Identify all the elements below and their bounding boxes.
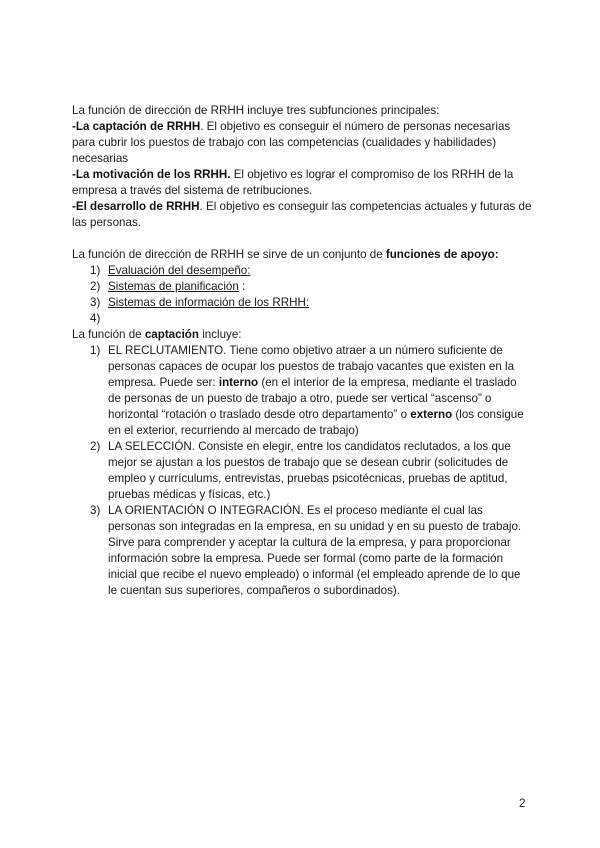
intro-item-captacion [72, 119, 532, 167]
reclutamiento-text-d: (los consigue en el exterior, recurriendo al mercado de trabajo) [108, 408, 524, 437]
list-number: 2) [90, 280, 101, 293]
list-number: 2) [90, 440, 101, 453]
list-item-text: Evaluación del desempeño: [108, 264, 251, 277]
intro-item-text: El objetivo es lograr el compromiso de los RRHH de la empresa a través del sistema de retribuciones. [72, 168, 514, 197]
list-item-text: Sistemas de información de los RRHH: [108, 296, 310, 309]
reclutamiento-text-c: (en el interior de la empresa, mediante el traslado de personas de un puesto de trabajo a otro, puede ser vertical “ascenso” o horizontal “rotación o traslado desde otro departamento” o [108, 376, 517, 421]
captacion-list [72, 343, 532, 599]
support-lead [72, 247, 532, 263]
intro-item-title: -La captación de RRHH [72, 120, 201, 133]
captacion-lead-tail: incluye: [198, 328, 242, 341]
list-item-seleccion [72, 439, 532, 503]
captacion-lead-text: La función de [72, 328, 145, 341]
captacion-lead [72, 327, 532, 343]
list-number: 4) [90, 312, 101, 325]
intro-line: La función de dirección de RRHH incluye tres subfunciones principales: [72, 104, 440, 117]
list-number: 3) [90, 504, 101, 517]
captacion-lead-bold: captación [144, 328, 199, 341]
list-item [72, 263, 532, 279]
support-lead-bold: funciones de apoyo: [385, 248, 499, 261]
list-number: 1) [90, 264, 101, 277]
list-item [72, 295, 532, 311]
list-number: 1) [90, 344, 101, 357]
list-item [72, 311, 532, 327]
list-item-reclutamiento [72, 343, 532, 439]
list-item [72, 279, 532, 295]
reclutamiento-interno: interno [218, 376, 259, 389]
intro-item-motivacion [72, 167, 532, 199]
list-item-orientacion [72, 503, 532, 599]
intro-item-text: . El objetivo es conseguir el número de personas necesarias para cubrir los puestos de trabajo con las competencias (cualidades y habilidades) necesarias [72, 120, 511, 165]
list-item-text: LA SELECCIÓN. Consiste en elegir, entre los candidatos reclutados, a los que mejor se ajustan a los puestos de trabajo que se desean cubrir (solicitudes de empleo y currículums, entrevistas, pruebas psicotécnicas, pruebas de aptitud, pruebas médicas y físicas, etc.) [108, 440, 511, 501]
list-item-text: LA ORIENTACIÓN O INTEGRACIÓN. Es el proceso mediante el cual las personas son integradas en la empresa, en su unidad y en su puesto de trabajo. Sirve para comprender y aceptar la cultura de la empresa, y para proporcionar información sobre la empresa. Puede ser formal (como parte de la formación inicial que recibe el nuevo empleado) o informal (el empleado aprende de lo que le cuentan sus superiores, compañeros o subordinados). [108, 504, 522, 597]
reclutamiento-externo: externo [410, 408, 453, 421]
paragraph-gap [72, 231, 532, 247]
support-lead-text: La función de dirección de RRHH se sirve de un conjunto de [72, 248, 386, 261]
list-item-text: Sistemas de planificación [108, 280, 239, 293]
intro-item-title: -La motivación de los RRHH. [72, 168, 231, 181]
intro-item-title: -El desarrollo de RRHH [72, 200, 200, 213]
list-number: 3) [90, 296, 101, 309]
page-number: 2 [519, 797, 526, 810]
page-content [72, 103, 532, 599]
intro-item-desarrollo [72, 199, 532, 231]
list-item-suffix: : [238, 280, 246, 293]
reclutamiento-text-a: EL RECLUTAMIENTO. Tiene como objetivo atraer a un número suficiente de personas capaces de ocupar los puestos de trabajo vacantes que existen en la empresa. Puede ser: [108, 344, 515, 389]
intro-item-text: . El objetivo es conseguir las competencias actuales y futuras de las personas. [72, 200, 532, 229]
support-list [72, 263, 532, 327]
